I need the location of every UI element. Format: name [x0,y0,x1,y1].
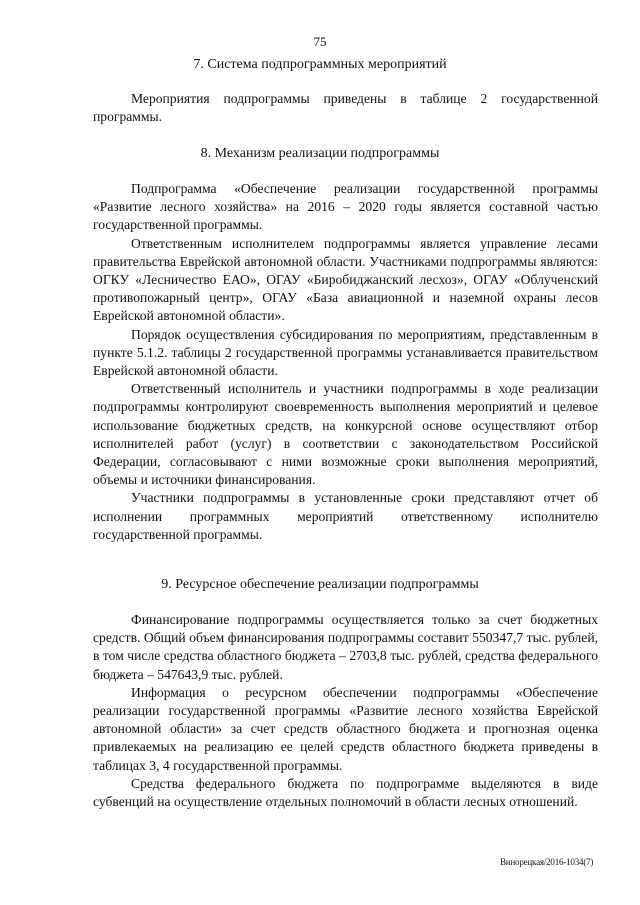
section-7-body [93,90,598,126]
paragraph: Участники подпрограммы в установленные сроки представляют отчет об исполнении программных мероприятий ответственному исполнителю государственной программы. [93,490,598,542]
paragraph: Мероприятия подпрограммы приведены в таблице 2 государственной программы. [93,91,598,125]
section-9-heading: 9. Ресурсное обеспечение реализации подпрограммы [161,577,479,592]
paragraph: Порядок осуществления субсидирования по мероприятиям, представленным в пункте 5.1.2. таблицы 2 государственной программы устанавливается правительством Еврейской автономной области. [93,326,598,379]
page-number: 75 [313,34,327,49]
paragraph: Средства федерального бюджета по подпрограмме выделяются в виде субвенций на осуществление отдельных полномочий в области лесных отношений. [93,775,598,810]
section-7-heading: 7. Система подпрограммных мероприятий [193,57,447,72]
paragraph: Финансирование подпрограммы осуществляется только за счет бюджетных средств. Общий объем финансирования подпрограммы составит 550347,7 тыс. рублей, в том числе средства областного бюджета – 2703,8 тыс. рублей, средства федерального бюджета – 547643,9 тыс. рублей. [93,612,598,682]
paragraph: Подпрограмма «Обеспечение реализации государственной программы «Развитие лесного хозяйства» на 2016 – 2020 годы является составной частью государственной программы. [93,181,598,233]
paragraph: Информация о ресурсном обеспечении подпрограммы «Обеспечение реализации государственной программы «Развитие лесного хозяйства Еврейской автономной области» за счет средств областного бюджета и прогнозная оценка привлекаемых на реализацию ее целей средств областного бюджета приведены в таблицах 3, 4 государственной программы. [93,684,598,773]
section-8-heading: 8. Механизм реализации подпрограммы [200,146,440,161]
footer-document-code: Винорецкая/2016-1034(7) [500,857,594,867]
paragraph: Ответственным исполнителем подпрограммы является управление лесами правительства Еврейской автономной области. Участниками подпрограммы являются: ОГКУ «Лесничество ЕАО», ОГАУ «Биробиджанский лесхоз», ОГАУ «Облученский противопожарный центр», ОГАУ «База авиационной и наземной охраны лесов Еврейской автономной области». [93,235,598,324]
section-8-body [93,180,598,544]
paragraph: Ответственный исполнитель и участники подпрограммы в ходе реализации подпрограммы контролируют своевременность выполнения мероприятий и целевое использование бюджетных средств, на конкурсной основе осуществляют отбор исполнителей работ (услуг) в соответствии с законодательством Российской Федерации, согласовывают с ними возможные сроки выполнения мероприятий, объемы и источники финансирования. [93,381,598,488]
section-9-body [93,611,598,811]
